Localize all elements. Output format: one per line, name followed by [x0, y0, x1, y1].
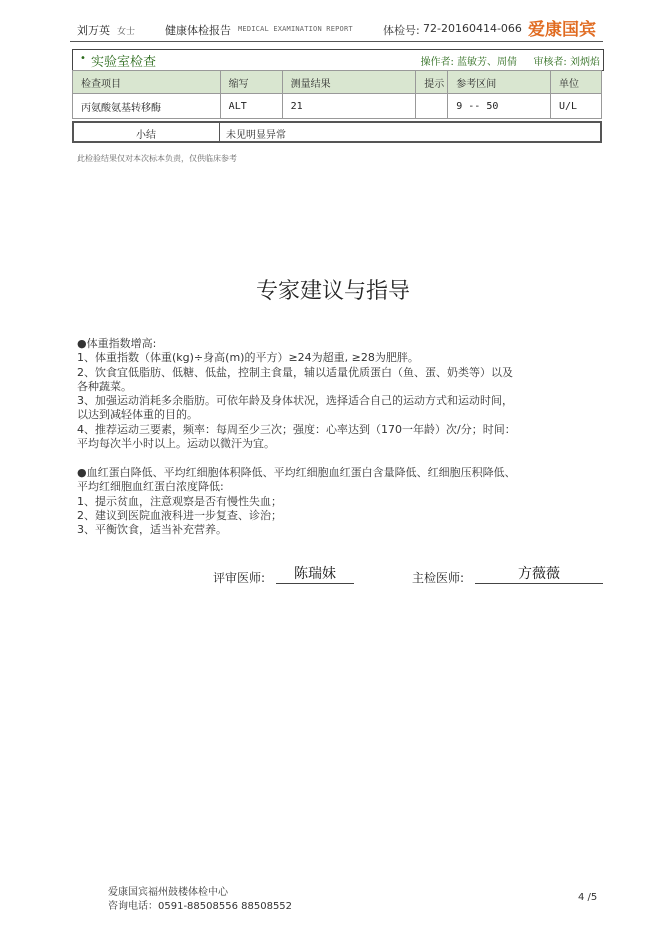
advice-line: ●体重指数增高:	[77, 337, 157, 350]
chief-doctor-label: 主检医师:	[412, 571, 465, 585]
table-cell-result: 21	[282, 94, 416, 119]
advice-line: 以达到减轻体重的目的。	[77, 408, 198, 422]
footer-phone-line	[108, 900, 292, 914]
chief-doctor-name: 方薇薇	[518, 566, 560, 582]
operators-label: 操作者:	[420, 57, 454, 68]
footer-phone: 0591-88508556 88508552	[158, 901, 293, 912]
chief-signature-line	[475, 583, 603, 584]
advice-line: ●血红蛋白降低、平均红细胞体积降低、平均红细胞血红蛋白含量降低、红细胞压积降低、	[77, 466, 516, 479]
advice-line: 1、体重指数（体重(kg)÷身高(m)的平方）≥24为超重, ≥28为肥胖。	[77, 351, 419, 365]
table-cell-unit: U/L	[551, 94, 602, 119]
advice-line: 各种蔬菜。	[77, 379, 132, 393]
summary-row	[72, 121, 602, 143]
table-header-row	[73, 71, 602, 94]
advice-block-bmi	[77, 337, 607, 451]
footer-phone-label: 咨询电话：	[108, 901, 158, 912]
table-header-cell: 单位	[551, 71, 602, 94]
advice-line: 1、提示贫血，注意观察是否有慢性失血；	[77, 494, 282, 508]
summary-divider	[219, 123, 220, 141]
exam-no-label: 体检号:	[383, 24, 420, 37]
advice-block-anemia	[77, 466, 607, 537]
patient-gender: 女士	[117, 27, 136, 37]
reviewer-signature-line	[276, 583, 354, 584]
reviewer-doctor-name: 陈瑞妹	[294, 566, 336, 582]
section-title: 实验室检查	[91, 55, 157, 70]
header-divider	[70, 41, 603, 42]
reviewer-label: 审核者:	[533, 57, 567, 68]
table-row	[73, 94, 602, 119]
advice-line: 平均红细胞血红蛋白浓度降低:	[77, 480, 224, 494]
table-header-cell: 缩写	[220, 71, 282, 94]
patient-name: 刘万英	[77, 24, 110, 37]
footer-contact	[108, 886, 292, 914]
summary-value: 未见明显异常	[226, 130, 286, 141]
advice-line: 4、推荐运动三要素，频率：每周至少三次；强度：心率达到（170一年龄）次/分；时间：	[77, 422, 516, 436]
lab-results-table	[72, 70, 602, 119]
brand-logo: 爱康国宾	[528, 20, 596, 40]
advice-line: 3、平衡饮食，适当补充营养。	[77, 523, 227, 537]
table-header-cell: 测量结果	[282, 71, 416, 94]
advice-line: 3、加强运动消耗多余脂肪。可依年龄及身体状况，选择适合自己的运动方式和运动时间，	[77, 394, 513, 408]
advice-line: 2、饮食宜低脂肪、低糖、低盐，控制主食量，辅以适量优质蛋白（鱼、蛋、奶类等）以及	[77, 365, 513, 379]
table-cell-item: 丙氨酸氨基转移酶	[73, 94, 221, 119]
table-cell-flag	[416, 94, 448, 119]
advice-line: 2、建议到医院血液科进一步复查、诊治；	[77, 508, 282, 522]
page-number: 4 /5	[578, 892, 598, 903]
report-title-en: MEDICAL EXAMINATION REPORT	[238, 25, 353, 33]
table-cell-abbr: ALT	[220, 94, 282, 119]
operators-names: 蓝敏芳、周倩	[457, 57, 518, 68]
summary-label: 小结	[136, 130, 156, 141]
reviewer-doctor-label: 评审医师:	[213, 571, 266, 585]
table-header-cell: 提示	[416, 71, 448, 94]
report-title: 健康体检报告	[165, 24, 231, 37]
advice-title: 专家建议与指导	[255, 279, 410, 304]
table-header-cell: 检查项目	[73, 71, 221, 94]
advice-line: 平均每次半小时以上。运动以微汗为宜。	[77, 437, 275, 451]
section-operators	[421, 53, 601, 68]
table-header-cell: 参考区间	[448, 71, 551, 94]
footer-center-name: 爱康国宾福州鼓楼体检中心	[108, 887, 228, 898]
section-bullet-icon: •	[80, 53, 86, 64]
reviewer-name: 刘炳焰	[570, 57, 600, 68]
exam-no: 72-20160414-066	[423, 22, 522, 35]
disclaimer-note: 此检验结果仅对本次标本负责，仅供临床参考	[77, 154, 237, 163]
table-cell-range: 9 -- 50	[448, 94, 551, 119]
